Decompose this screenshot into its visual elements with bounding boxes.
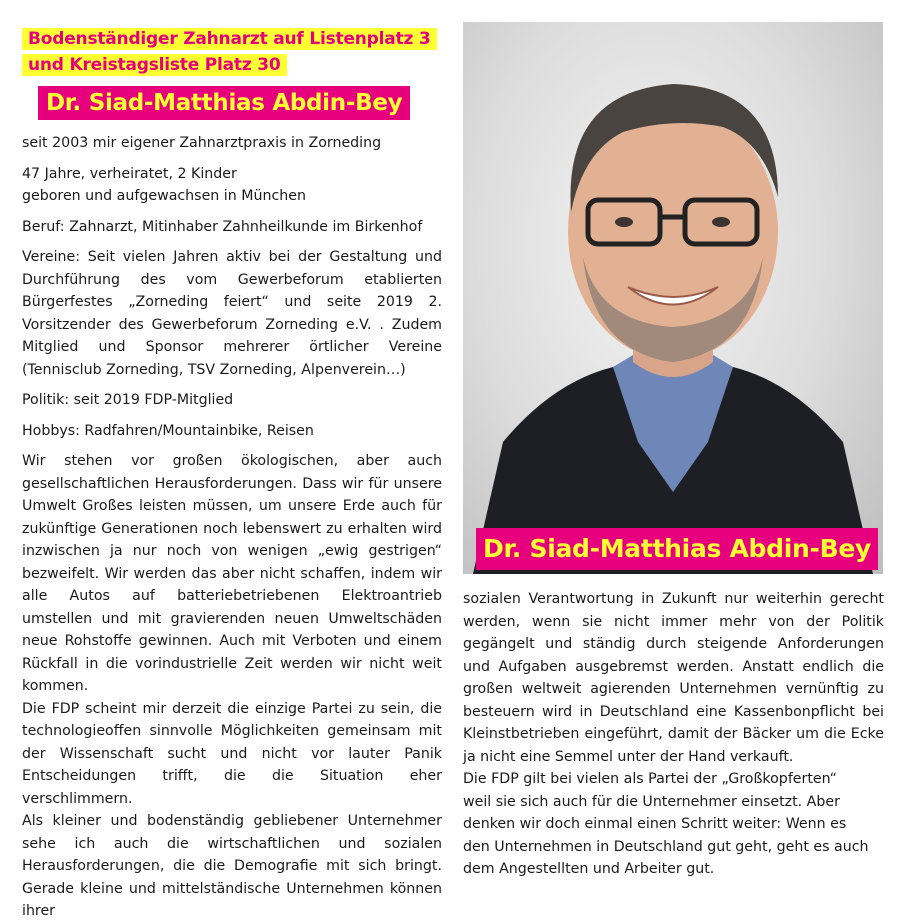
statement-paragraph-1: Wir stehen vor großen ökologischen, aber auch gesellschaftlichen Herausforderungen. Dass wir für unsere Umwelt Großes leisten müssen, um unsere Erde auch für zukünftige Generationen noch lebenswert zu erhalten wird inzwischen ja nur noch von wenigen „ewig gestrigen“ bezweifelt. Wir werden das aber nicht schaffen, indem wir alle Autos auf batteriebetriebenen Elektroantrieb umstellen und mit gravierenden neuen Umweltschäden neue Rohstoffe gewinnen. Auch mit Verboten und einem Rückfall in die vorindustrielle Zeit werden wir nicht weit kommen.	[22, 453, 442, 694]
profile-hobbys: Hobbys: Radfahren/Mountainbike, Reisen	[22, 422, 314, 439]
statement-paragraph-2: Die FDP scheint mir derzeit die einzige Partei zu sein, die technologieoffen sinnvolle Möglichkeiten gemeinsam mit der Wissenschaft sucht und nicht vor lauter Panik Entscheidungen trifft, die die Situation eher verschlimmern.	[22, 700, 442, 807]
profile-vereine: Vereine: Seit vielen Jahren aktiv bei der Gestaltung und Durchführung des vom Gewerbeforum etablierten Bürgerfestes „Zorneding feiert“ und seite 2019 2. Vorsitzender des Gewerbeforum Zorneding e.V. . Zudem Mitglied und Sponsor mehrerer örtlicher Vereine (Tennisclub Zorneding, TSV Zorneding, Alpenverein…)	[22, 249, 442, 378]
headline-line-1: Bodenständiger Zahnarzt auf Listenplatz 3	[22, 28, 437, 50]
statement-paragraph-5-line-5: dem Angestellten und Arbeiter gut.	[463, 861, 715, 877]
headline-line-2: und Kreistagsliste Platz 30	[22, 54, 287, 76]
photo-caption-name: Dr. Siad-Matthias Abdin-Bey	[476, 528, 878, 570]
profile-personal-age: 47 Jahre, verheiratet, 2 Kinder	[22, 165, 237, 182]
candidate-name: Dr. Siad-Matthias Abdin-Bey	[38, 86, 410, 120]
profile-politik: Politik: seit 2019 FDP-Mitglied	[22, 392, 234, 408]
statement-paragraph-5-line-2: weil sie sich auch für die Unternehmer einsetzt. Aber	[463, 793, 840, 810]
profile-personal-origin: geboren und aufgewachsen in München	[22, 188, 306, 204]
candidate-portrait-photo	[463, 22, 883, 574]
portrait-illustration	[463, 22, 883, 574]
profile-practice: seit 2003 mir eigener Zahnarztpraxis in Zorneding	[22, 135, 382, 151]
profile-column	[22, 132, 442, 923]
statement-paragraph-4: sozialen Verantwortung in Zukunft nur weiterhin gerecht werden, wenn sie nicht immer mehr von der Politik gegängelt und ständig durch steigende Anforderungen und Aufgaben ausgebremst werden. Anstatt endlich die großen weltweit agierenden Unternehmen vernünftig zu besteuern wird in Deutschland eine Kassenbonpflicht bei Kleinstbetrieben eingeführt, damit der Bäcker um die Ecke ja nicht eine Semmel unter der Hand verkauft.	[463, 591, 884, 765]
statement-paragraph-5-line-1: Die FDP gilt bei vielen als Partei der „Großkopferten“	[463, 771, 837, 787]
statement-column-right	[463, 588, 884, 881]
statement-paragraph-5-line-4: den Unternehmen in Deutschland gut geht, geht es auch	[463, 838, 869, 855]
statement-paragraph-3: Als kleiner und bodenständig gebliebener Unternehmer sehe ich auch die wirtschaftlichen und sozialen Herausforderungen, die die Demografie mit sich bringt. Gerade kleine und mittelständische Unternehmen können ihrer	[22, 813, 442, 919]
profile-beruf: Beruf: Zahnarzt, Mitinhaber Zahnheilkunde im Birkenhof	[22, 218, 423, 235]
statement-paragraph-5-line-3: denken wir doch einmal einen Schritt weiter: Wenn es	[463, 816, 847, 832]
